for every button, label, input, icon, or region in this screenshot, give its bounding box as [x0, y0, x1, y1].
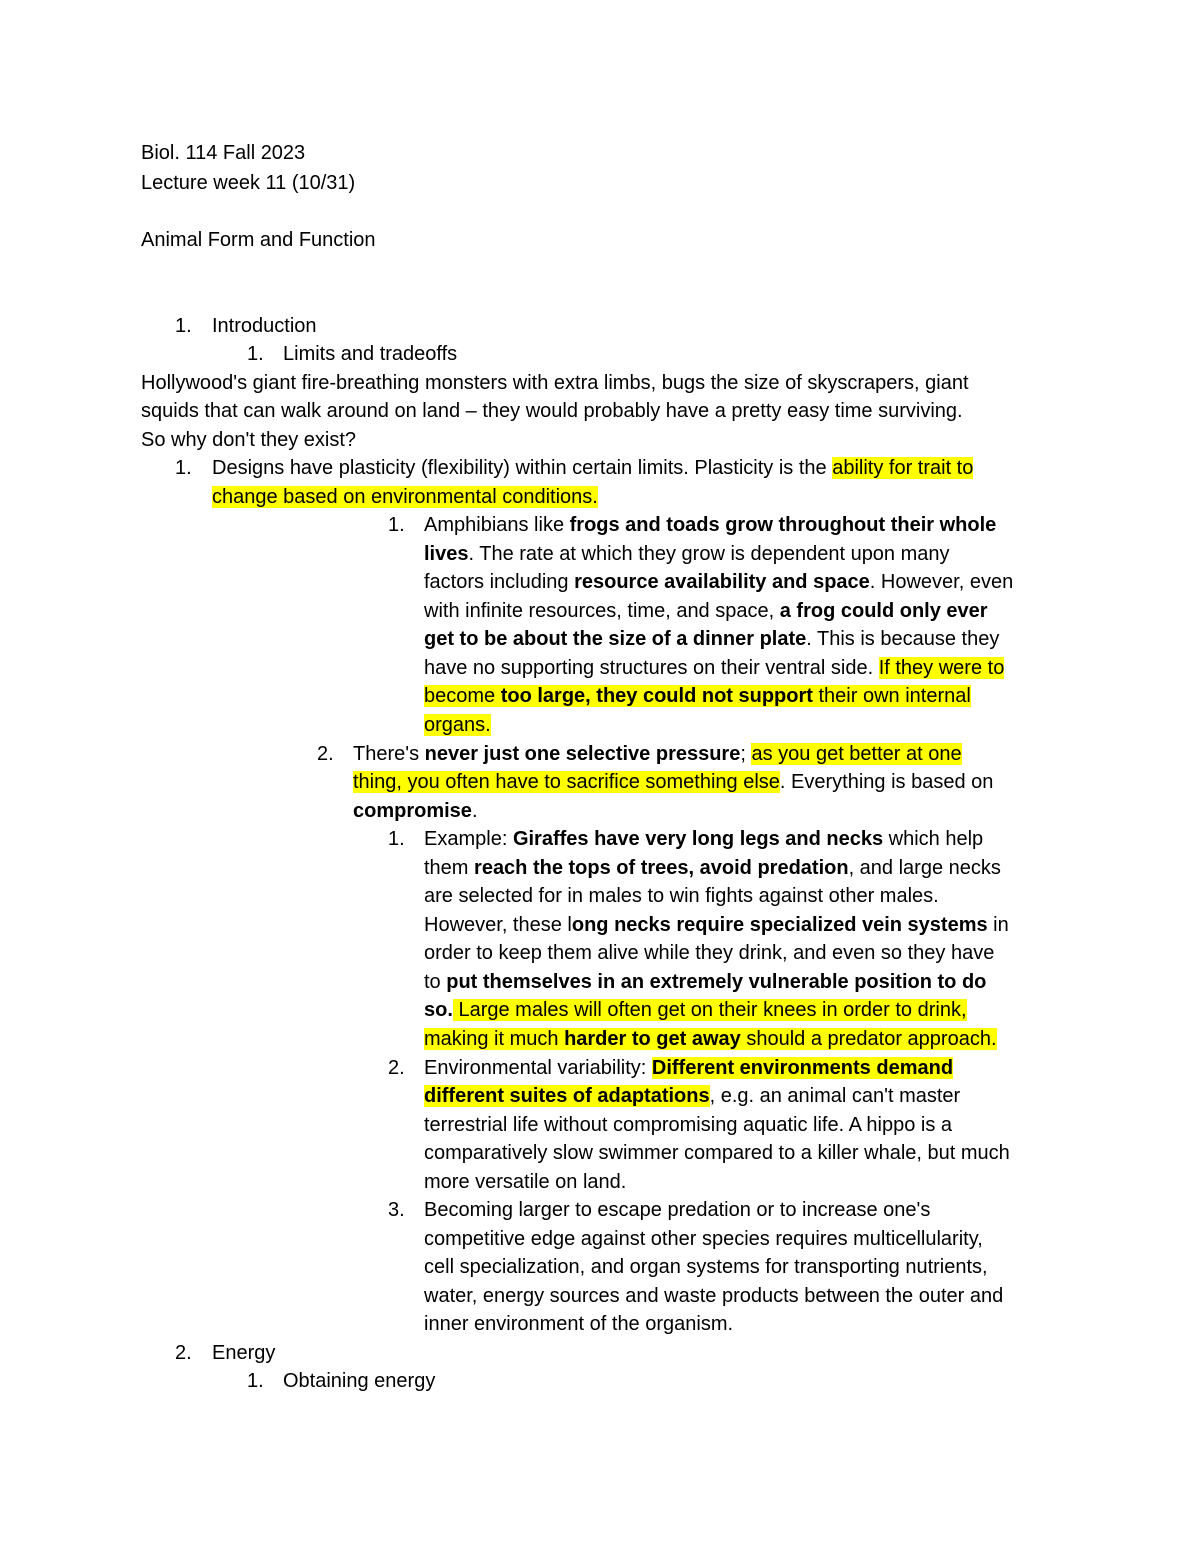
- lecture-label: Lecture week 11 (10/31): [141, 172, 356, 194]
- giraffe-line: are selected for in males to win fights against other males.: [424, 885, 939, 907]
- bold-text: put themselves in an extremely vulnerable position to do: [446, 971, 987, 993]
- highlighted-text: thing, you often have to sacrifice something else: [353, 771, 780, 793]
- list-number: 2.: [317, 743, 334, 765]
- variability-line: [424, 1083, 960, 1109]
- text-run: Amphibians like: [424, 514, 570, 536]
- text-run: in: [987, 914, 1009, 936]
- giraffe-line: [424, 969, 986, 995]
- amphibians-line: [424, 512, 996, 538]
- text-run: However, these l: [424, 914, 572, 936]
- variability-line: terrestrial life without compromising aquatic life. A hippo is a: [424, 1114, 953, 1136]
- heading-energy: Energy: [212, 1342, 276, 1364]
- text-run: .: [471, 800, 478, 822]
- highlighted-text: organs.: [424, 714, 491, 736]
- amphibians-line: [424, 712, 491, 738]
- larger-line: water, energy sources and waste products between the outer and: [424, 1285, 1004, 1307]
- text-run: ;: [740, 743, 752, 765]
- highlighted-bold-text: Different environments demand: [651, 1057, 954, 1079]
- larger-line: inner environment of the organism.: [424, 1313, 734, 1335]
- bold-text: lives: [424, 543, 469, 565]
- heading-obtaining-energy: Obtaining energy: [283, 1370, 436, 1392]
- bold-text: never just one selective pressure: [424, 743, 741, 765]
- highlighted-text: become: [424, 685, 501, 707]
- giraffe-line: [424, 826, 983, 852]
- highlighted-text: as you get better at one: [751, 743, 962, 765]
- bold-text: a frog could only ever: [779, 600, 988, 622]
- giraffe-line: [424, 1026, 997, 1052]
- giraffe-line: [424, 912, 1009, 938]
- list-number: 2.: [388, 1057, 405, 1079]
- bold-text: frogs and toads grow throughout their whole: [569, 514, 997, 536]
- list-number: 3.: [388, 1199, 405, 1221]
- text-run: which help: [883, 828, 984, 850]
- list-number: 1.: [247, 1370, 264, 1392]
- giraffe-line: [424, 997, 967, 1023]
- intro-paragraph-line: Hollywood's giant fire-breathing monsters with extra limbs, bugs the size of skyscrapers, giant: [141, 372, 969, 394]
- giraffe-line: [424, 855, 1001, 881]
- larger-line: Becoming larger to escape predation or to increase one's: [424, 1199, 931, 1221]
- bold-text: get to be about the size of a dinner plate: [424, 628, 807, 650]
- larger-line: competitive edge against other species requires multicellularity,: [424, 1228, 983, 1250]
- bold-text: so.: [424, 999, 453, 1021]
- highlighted-text: should a predator approach.: [740, 1028, 997, 1050]
- bold-text: ong necks require specialized vein systems: [571, 914, 988, 936]
- amphibians-line: [424, 626, 999, 652]
- page-title: Animal Form and Function: [141, 229, 376, 251]
- highlighted-text: their own internal: [812, 685, 971, 707]
- amphibians-line: [424, 598, 988, 624]
- text-run: Designs have plasticity (flexibility) within certain limits. Plasticity is the: [212, 457, 833, 479]
- text-run: There's: [353, 743, 425, 765]
- variability-line: comparatively slow swimmer compared to a killer whale, but much: [424, 1142, 1010, 1164]
- highlighted-text: If they were to: [878, 657, 1005, 679]
- highlighted-text: Large males will often get on their knees in order to drink,: [452, 999, 967, 1021]
- text-run: factors including: [424, 571, 575, 593]
- selective-pressure-line: [353, 741, 962, 767]
- amphibians-line: [424, 655, 1004, 681]
- intro-paragraph-line: So why don't they exist?: [141, 429, 357, 451]
- plasticity-line: [212, 484, 598, 510]
- larger-line: cell specialization, and organ systems for transporting nutrients,: [424, 1256, 988, 1278]
- text-run: , and large necks: [848, 857, 1001, 879]
- text-run: have no supporting structures on their ventral side.: [424, 657, 879, 679]
- highlighted-bold-text: different suites of adaptations: [424, 1085, 710, 1107]
- text-run: Example:: [424, 828, 513, 850]
- highlighted-text: change based on environmental conditions.: [212, 486, 598, 508]
- bold-text: resource availability and space: [574, 571, 870, 593]
- selective-pressure-line: [353, 798, 478, 824]
- list-number: 1.: [247, 343, 264, 365]
- intro-paragraph-line: squids that can walk around on land – they would probably have a pretty easy time surviving.: [141, 400, 963, 422]
- variability-line: [424, 1055, 953, 1081]
- text-run: . The rate at which they grow is dependent upon many: [468, 543, 950, 565]
- bold-text: Giraffes have very long legs and necks: [512, 828, 884, 850]
- highlighted-text: making it much: [424, 1028, 565, 1050]
- amphibians-line: [424, 683, 971, 709]
- bold-text: reach the tops of trees, avoid predation: [474, 857, 849, 879]
- list-number: 1.: [175, 457, 192, 479]
- list-number: 2.: [175, 1342, 192, 1364]
- text-run: them: [424, 857, 475, 879]
- text-run: . This is because they: [806, 628, 1000, 650]
- text-run: . However, even: [869, 571, 1014, 593]
- heading-limits: Limits and tradeoffs: [283, 343, 458, 365]
- variability-line: more versatile on land.: [424, 1171, 627, 1193]
- list-number: 1.: [388, 514, 405, 536]
- highlighted-bold-text: harder to get away: [564, 1028, 741, 1050]
- list-number: 1.: [388, 828, 405, 850]
- amphibians-line: [424, 541, 950, 567]
- text-run: , e.g. an animal can't master: [709, 1085, 961, 1107]
- heading-introduction: Introduction: [212, 315, 317, 337]
- text-run: with infinite resources, time, and space,: [424, 600, 780, 622]
- plasticity-line: [212, 455, 973, 481]
- text-run: Environmental variability:: [424, 1057, 652, 1079]
- course-title: Biol. 114 Fall 2023: [141, 142, 306, 164]
- selective-pressure-line: [353, 769, 993, 795]
- text-run: to: [424, 971, 447, 993]
- highlighted-text: ability for trait to: [832, 457, 974, 479]
- bold-text: compromise: [353, 800, 472, 822]
- giraffe-line: order to keep them alive while they drink, and even so they have: [424, 942, 995, 964]
- text-run: . Everything is based on: [779, 771, 994, 793]
- amphibians-line: [424, 569, 1013, 595]
- list-number: 1.: [175, 315, 192, 337]
- highlighted-bold-text: too large, they could not support: [500, 685, 813, 707]
